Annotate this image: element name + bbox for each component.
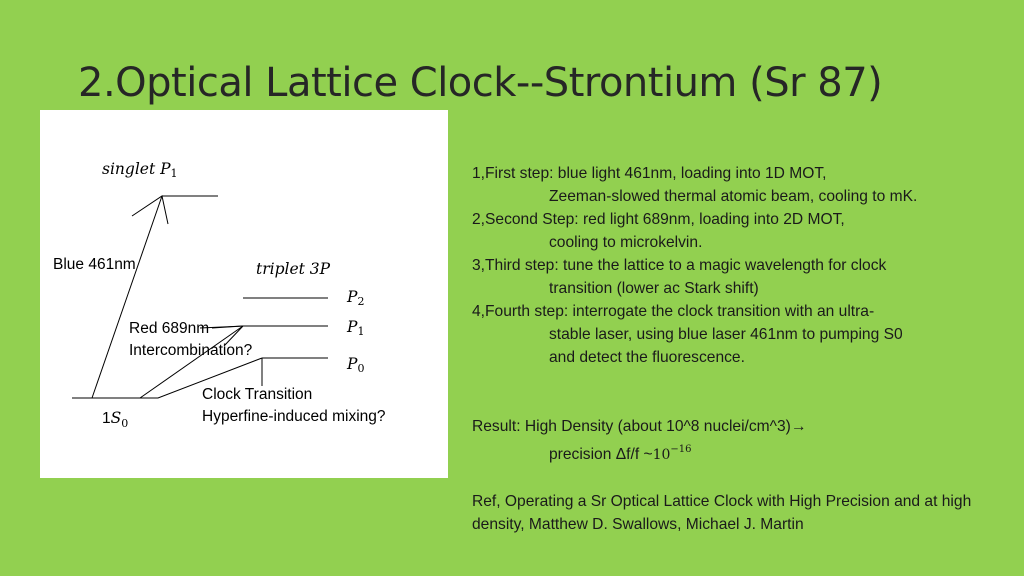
- energy-level-diagram: [40, 110, 448, 478]
- p1-subscript: 1: [357, 325, 365, 338]
- p2-text: P: [347, 288, 358, 306]
- p1-text: P: [347, 318, 358, 336]
- blue-461nm-label: Blue 461nm: [53, 256, 136, 273]
- notes-text: [472, 162, 1012, 536]
- p2-label: [347, 288, 364, 308]
- blue-transition-arrow: [92, 196, 162, 398]
- triplet-label: triplet 3P: [256, 260, 331, 278]
- intercombination-label: Intercombination?: [129, 342, 253, 359]
- p2-subscript: 2: [357, 295, 365, 308]
- result-precision-text: precision Δf/f ~: [549, 446, 653, 463]
- singlet-subscript: 1: [170, 167, 178, 180]
- result-base: 10: [652, 447, 671, 463]
- ground-s0-label: [102, 409, 128, 430]
- ground-text: S: [110, 409, 122, 427]
- step1-line1: 1,First step: blue light 461nm, loading into 1D MOT,: [472, 165, 827, 182]
- singlet-text: singlet P: [102, 160, 171, 178]
- p0-text: P: [347, 355, 358, 373]
- step4-line1: 4,Fourth step: interrogate the clock transition with an ultra-: [472, 303, 875, 320]
- step1-line2: Zeeman-slowed thermal atomic beam, cooling to mK.: [549, 188, 918, 205]
- step3-line1: 3,Third step: tune the lattice to a magic wavelength for clock: [472, 257, 887, 274]
- result-line2: [472, 438, 1012, 467]
- step2-line1: 2,Second Step: red light 689nm, loading into 2D MOT,: [472, 211, 845, 228]
- slide-title: 2.Optical Lattice Clock--Strontium (Sr 87): [78, 60, 883, 106]
- p1-label: [347, 318, 364, 338]
- blue-arrowhead: [132, 196, 168, 224]
- spacer: [472, 369, 1012, 415]
- result-line1: Result: High Density (about 10^8 nuclei/cm^3)→: [472, 418, 807, 435]
- step4-line2: stable laser, using blue laser 461nm to pumping S0: [549, 326, 903, 343]
- clock-transition-label: Clock Transition: [202, 386, 313, 403]
- result-power: −16: [670, 444, 692, 455]
- step3-line2: transition (lower ac Stark shift): [549, 280, 759, 297]
- reference-text: Ref, Operating a Sr Optical Lattice Clock with High Precision and at high density, Matthew D. Swallows, Michael J. Martin: [472, 493, 972, 533]
- p0-subscript: 0: [357, 362, 365, 375]
- step2-line2: cooling to microkelvin.: [549, 234, 703, 251]
- red-689nm-label: Red 689nm: [129, 320, 210, 337]
- singlet-p1-label: [102, 160, 178, 180]
- spacer: [472, 467, 1012, 490]
- step4-line3: and detect the fluorescence.: [549, 349, 745, 366]
- result-exponent: [652, 444, 692, 463]
- hyperfine-mixing-label: Hyperfine-induced mixing?: [202, 408, 386, 425]
- p0-label: [347, 355, 364, 375]
- ground-prefix: 1: [102, 410, 111, 427]
- ground-subscript: 0: [121, 417, 129, 431]
